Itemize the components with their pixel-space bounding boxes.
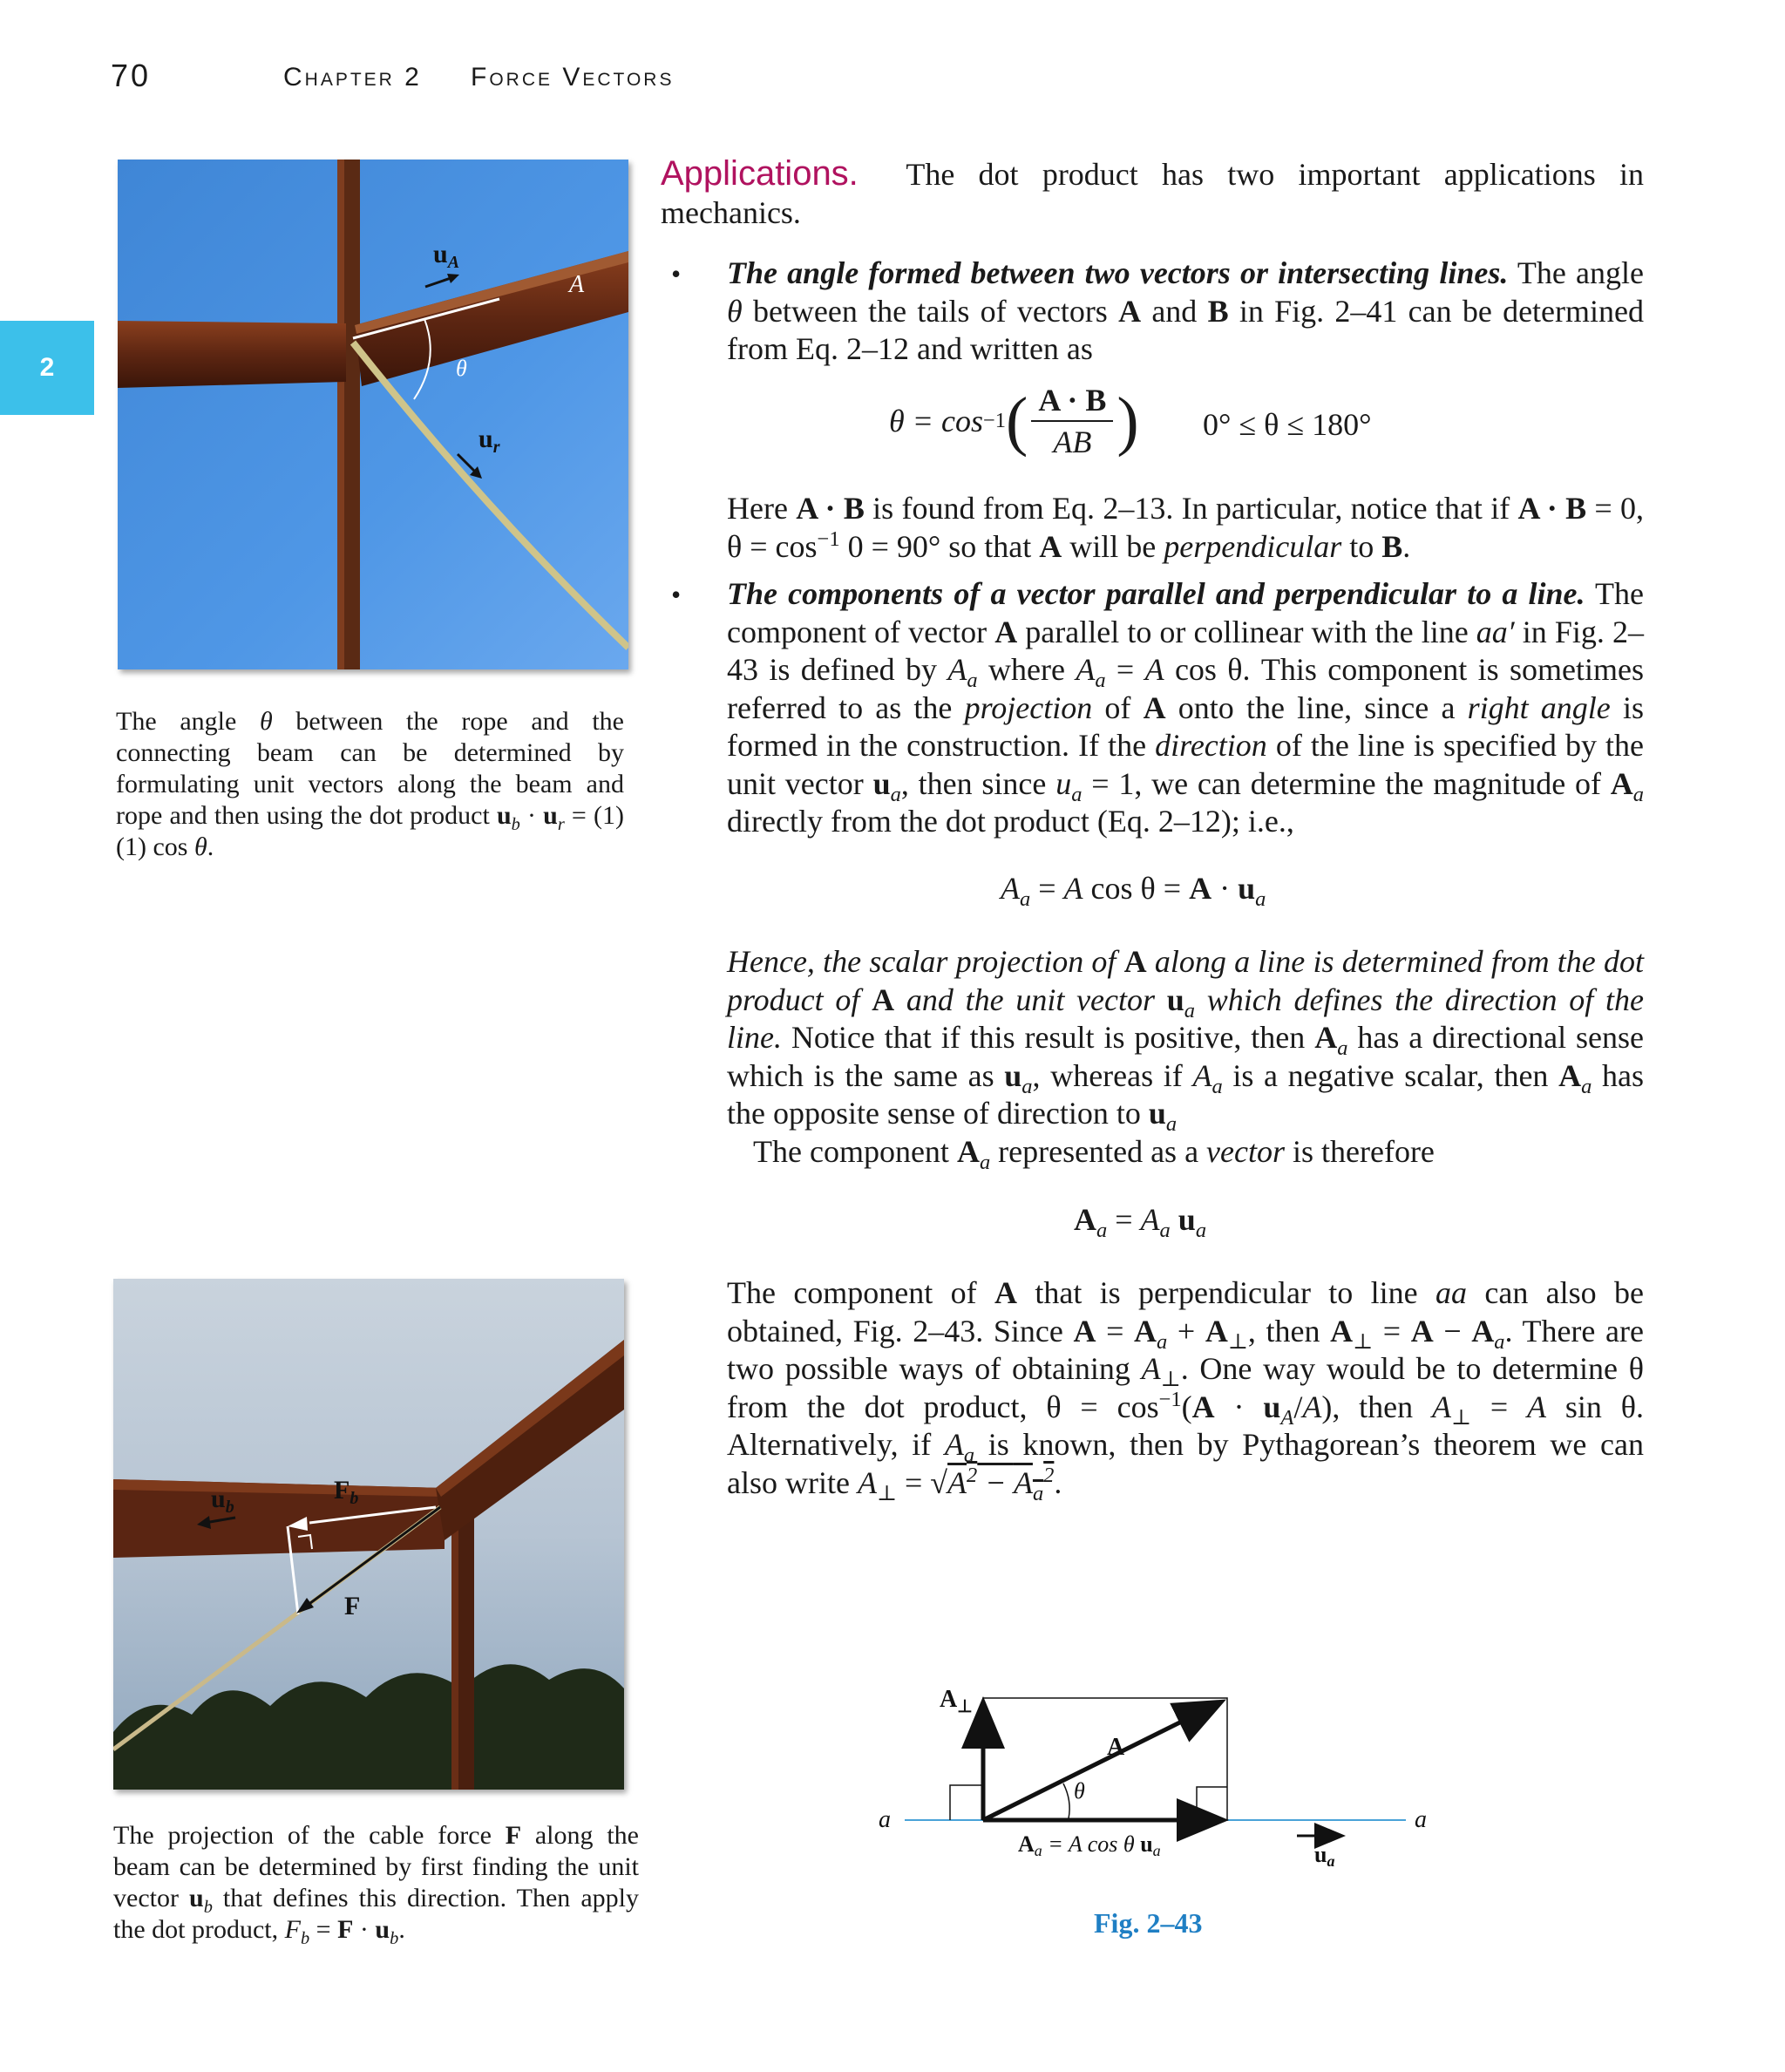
caption-beam-rope: The angle θ between the rope and the connecting beam can be determined by formulating unit vectors along the beam and rope and then using the dot product $u_b \cdot u_r = (1)(1)$ cos θ.	[116, 707, 624, 861]
bullet-angle-between-vectors: The angle formed between two vectors or intersecting lines. The angle θ between the tails of vectors A and B in Fig. 2–41 can be determined from Eq. 2–12 and written as	[727, 255, 1645, 366]
caption-cable-force: The projection of the cable force F along the beam can be determined by first finding the unit vector $u_b$ that defines this direction. Then apply the dot product, $F_b = F \cdot u_b$.	[113, 1821, 639, 1948]
equation-scalar-projection: $A_a = A$ $\cos \theta = A \cdot u_a$	[1001, 871, 1266, 912]
perpendicular-component-paragraph: The component of A that is perpendicular to line aa can also be obtained, Fig. 2–43. Since $A = A_a + A_\perp$, then $A_\perp = A - A_a$. There are two possible ways of obtaining $A_\perp$. One way would be to determine θ from the dot product, $\theta = \cos^{-1}(A \cdot u_A/A)$, then $A_\perp = A$ sin θ. Alternatively, if $A_a$ is known, then by Pythagorean’s theorem we can also write $A_\perp = √A^2 - A_a^2$.	[727, 1275, 1644, 1505]
right-angle-right	[1197, 1787, 1227, 1820]
label-a-left: a	[879, 1806, 891, 1833]
label-A-perp: $A_\perp$	[940, 1686, 973, 1716]
ub-label: $u_b$	[211, 1484, 234, 1517]
ur-label: $u_r$	[478, 425, 500, 457]
chapter-title: Force Vectors	[471, 63, 675, 92]
theta-arc	[1063, 1783, 1069, 1818]
figure-caption: Fig. 2–43	[1094, 1907, 1203, 1939]
beam-rope-photo	[118, 160, 628, 669]
equation-vector-projection: $A_a = A_a$ $u_a$	[1074, 1202, 1207, 1243]
F-label: F	[344, 1592, 361, 1620]
cable-force-photo	[113, 1279, 624, 1790]
equation-theta: θ = cos −1 ( $\frac{A \cdot B}{AB}$ )	[889, 383, 1139, 459]
label-theta: θ	[1074, 1778, 1085, 1804]
right-angle-left	[950, 1785, 983, 1820]
page-number: 70	[111, 58, 152, 93]
bullet-2-dot: •	[671, 579, 682, 610]
beam-rope-illustration	[118, 160, 628, 669]
equation-theta-range: 0° ≤ θ ≤ 180°	[1203, 407, 1372, 442]
uA-label: $u_A$	[433, 240, 460, 272]
cable-force-illustration	[113, 1279, 624, 1790]
label-ua: ua	[1314, 1842, 1335, 1870]
chapter-label: Chapter 2	[283, 63, 422, 92]
vector-projection-diagram	[879, 1681, 1436, 1883]
bullet-1-dot: •	[671, 258, 682, 289]
scalar-projection-explanation: Hence, the scalar projection of A along a line is determined from the dot product of A and the unit vector $u_a$ which defines the direction of the line. Notice that if this result is positive, then $A_a$ has a directional sense which is the same as $u_a$, whereas if $A_a$ is a negative scalar, then $A_a$ has the opposite sense of direction to $u_a$ The component $A_a$ represented as a vector is therefore	[727, 944, 1645, 1174]
applications-intro: Applications. The dot product has two important applications in mechanics.	[661, 154, 1645, 230]
vector-A	[983, 1703, 1218, 1820]
label-Aa-formula: Aa = A cos θ ua	[1018, 1831, 1161, 1859]
figure-2-43	[879, 1681, 1436, 1883]
label-A: A	[1107, 1734, 1125, 1761]
A-label: A	[569, 271, 585, 298]
theta-label: θ	[456, 356, 467, 381]
Fb-label: $F_b$	[334, 1476, 359, 1508]
bullet-angle-continued: Here A · B is found from Eq. 2–13. In particular, notice that if A · B = 0, $\theta = \cos^{-1} 0 = 90^\circ$ so that A will be perpendicular to B.	[727, 491, 1645, 564]
chapter-tab: 2	[0, 321, 94, 415]
label-a-right: a	[1415, 1806, 1427, 1833]
applications-heading: Applications.	[661, 154, 859, 193]
bullet-components-parallel-perpendicular: The components of a vector parallel and perpendicular to a line. The component of vector A parallel to or collinear with the line aa′ in Fig. 2–43 is defined by $A_a$ where $A_a = A$ cos θ. This component is sometimes referred to as the projection of A onto the line, since a right angle is formed in the construction. If the direction of the line is specified by the unit vector $u_a$, then since $u_a = 1$, we can determine the magnitude of $A_a$ directly from the dot product (Eq. 2–12); i.e.,	[727, 576, 1645, 839]
